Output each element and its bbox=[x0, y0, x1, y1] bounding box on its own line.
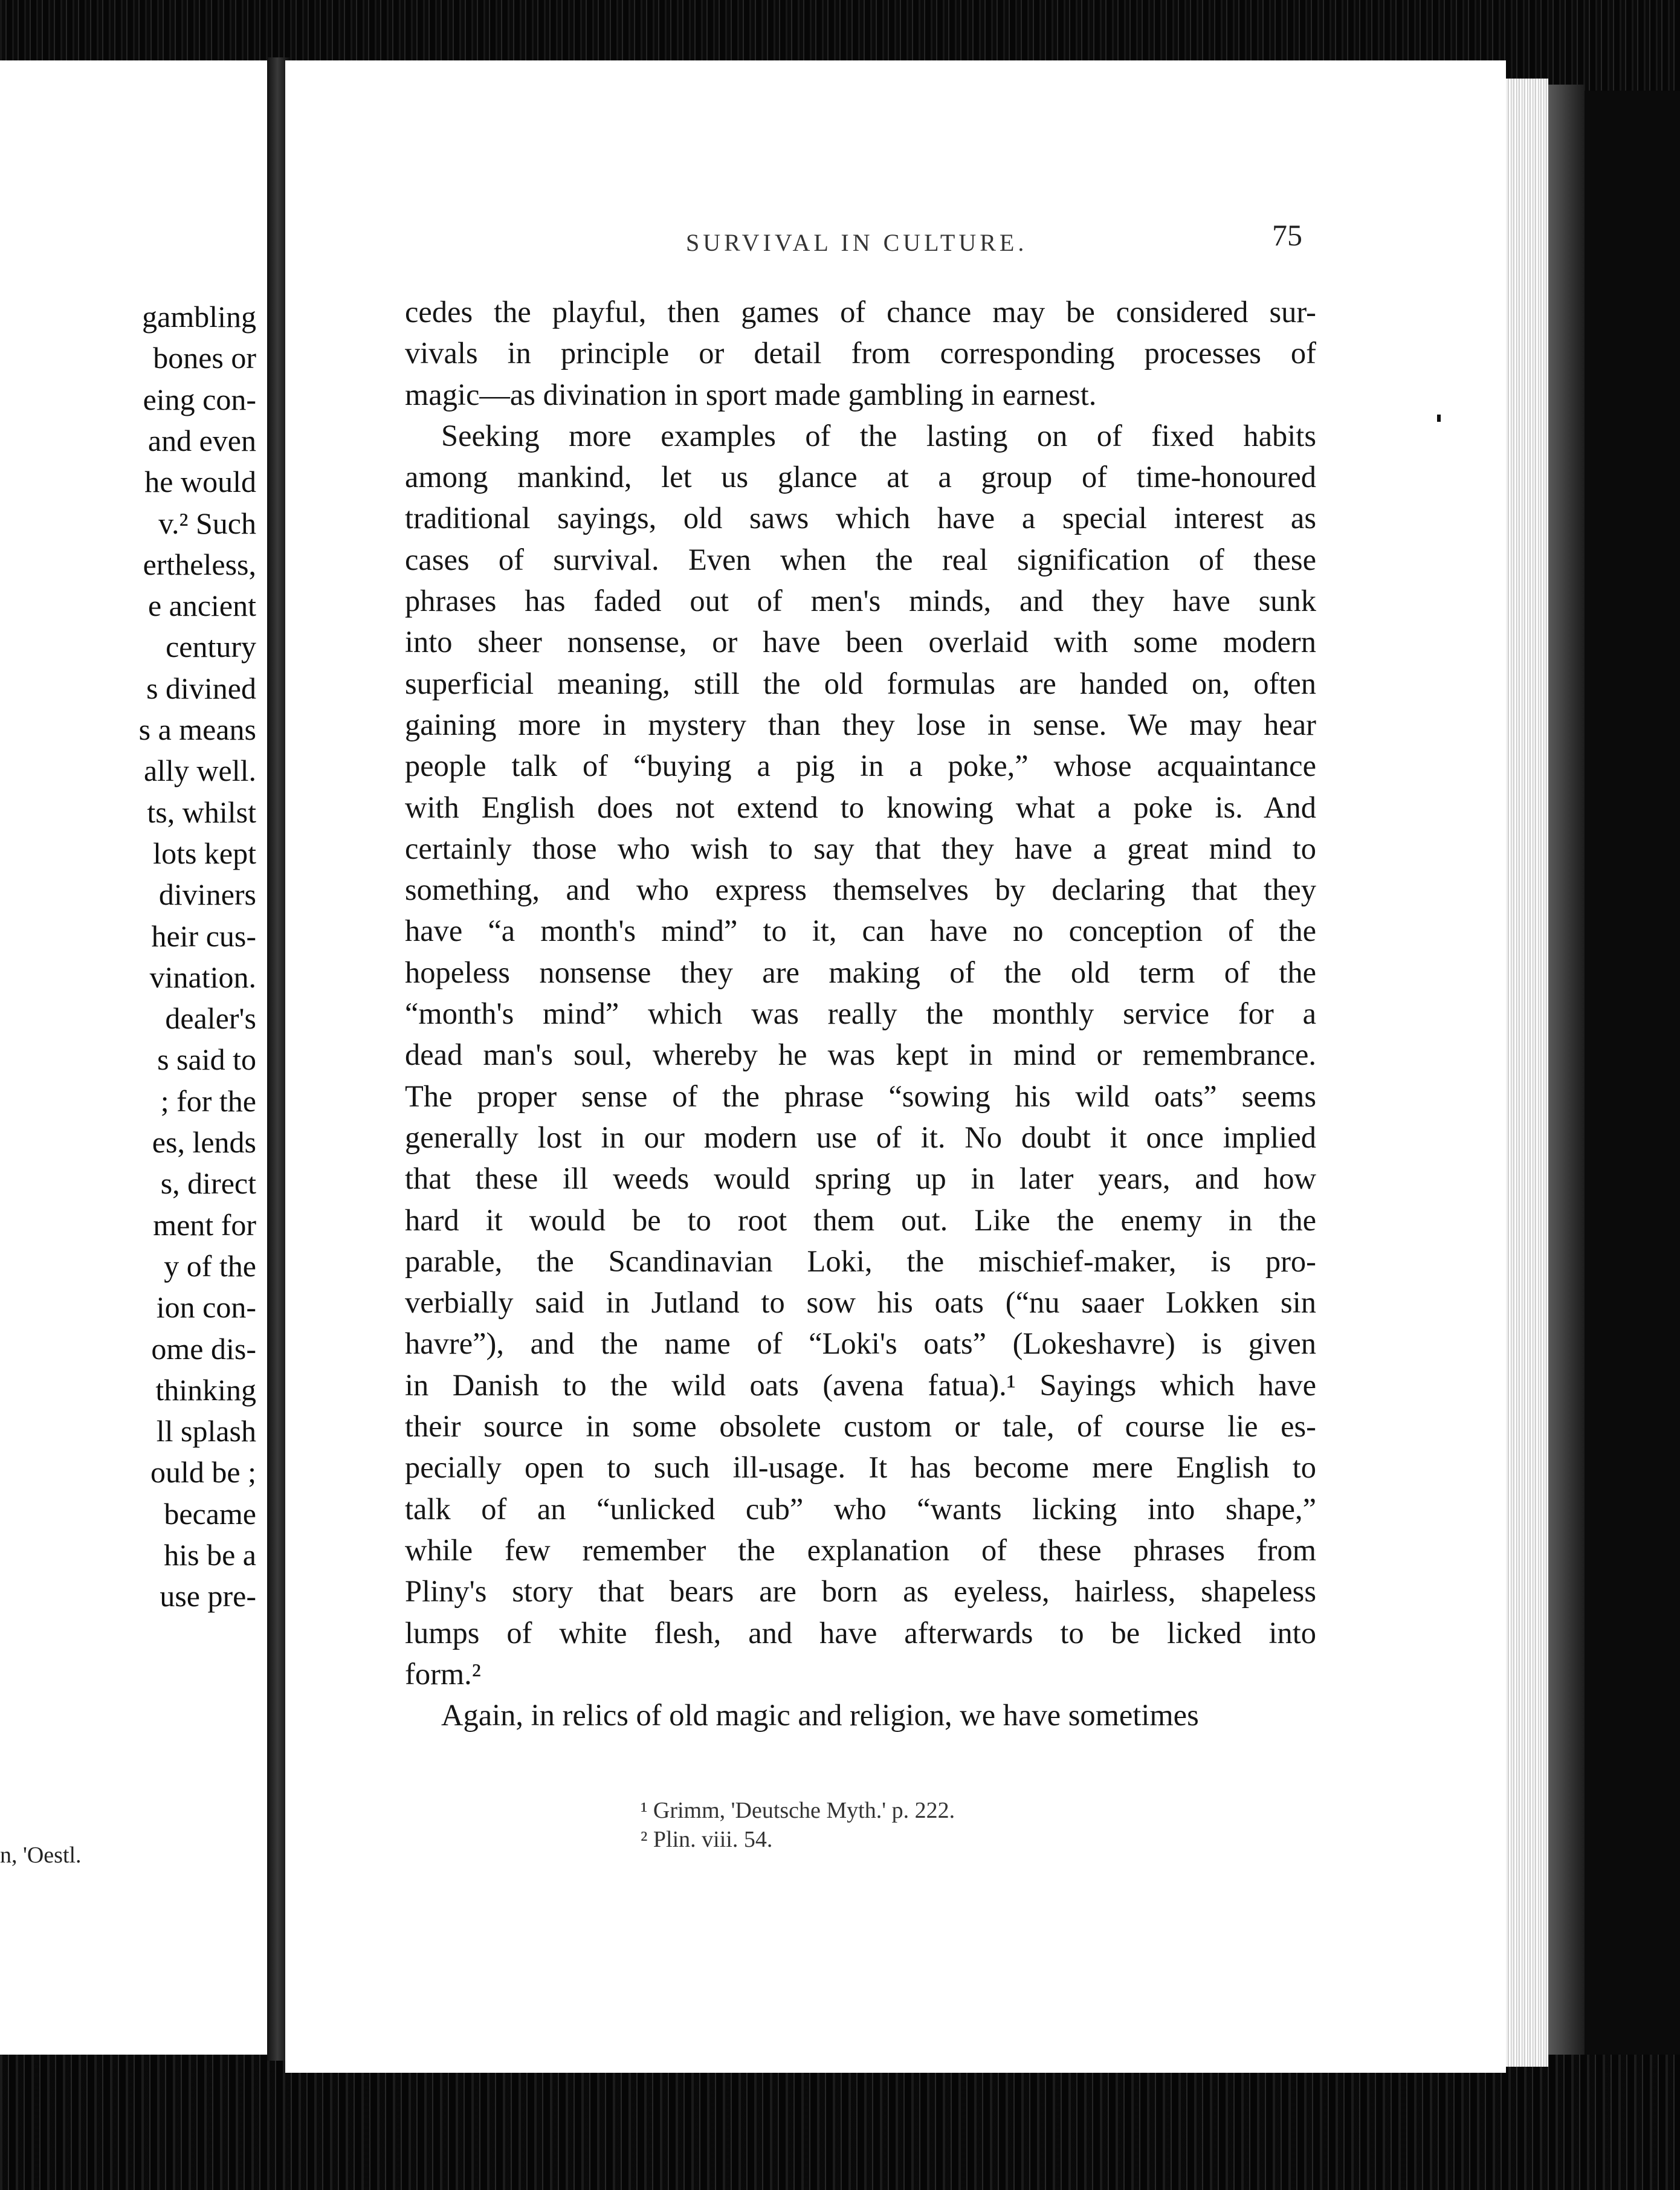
text-line: The proper sense of the phrase “sowing his wild oats” seems bbox=[405, 1079, 1316, 1113]
left-page bbox=[0, 60, 267, 2055]
text-line: cases of survival. Even when the real signification of these bbox=[405, 542, 1316, 577]
text-line: hard it would be to root them out. Like the enemy in the bbox=[405, 1203, 1316, 1237]
text-line: “month's mind” which was really the monthly service for a bbox=[405, 996, 1316, 1031]
text-line: vivals in principle or detail from corresponding processes of bbox=[405, 336, 1316, 370]
text-line: magic—as divination in sport made gambling in earnest. bbox=[405, 377, 1097, 412]
footnotes bbox=[641, 1796, 955, 1854]
left-page-line: ment for bbox=[153, 1207, 256, 1242]
left-page-line: ll splash bbox=[156, 1414, 256, 1449]
text-line: with English does not extend to knowing what a poke is. And bbox=[405, 790, 1316, 824]
text-line: form.² bbox=[405, 1656, 481, 1691]
left-page-line: y of the bbox=[164, 1248, 256, 1283]
text-line: superficial meaning, still the old formulas are handed on, often bbox=[405, 666, 1316, 700]
footnote-2: ² Plin. viii. 54. bbox=[641, 1827, 773, 1852]
left-page-line: s divined bbox=[146, 671, 256, 705]
page-number: 75 bbox=[1272, 218, 1302, 252]
text-line: gaining more in mystery than they lose in sense. We may hear bbox=[405, 707, 1316, 741]
left-page-line: he would bbox=[144, 465, 256, 499]
left-page-line: lots kept bbox=[153, 836, 256, 870]
left-page-line: vination. bbox=[149, 960, 256, 994]
left-page-line: gambling bbox=[142, 300, 256, 334]
text-line: havre”), and the name of “Loki's oats” (Lokeshavre) is given bbox=[405, 1326, 1316, 1361]
left-page-line: and even bbox=[147, 423, 256, 457]
left-page-line: s, direct bbox=[160, 1166, 256, 1201]
footnote-1: ¹ Grimm, 'Deutsche Myth.' p. 222. bbox=[641, 1798, 955, 1823]
text-line: into sheer nonsense, or have been overlaid with some modern bbox=[405, 625, 1316, 659]
text-line: traditional sayings, old saws which have a special interest as bbox=[405, 501, 1316, 535]
text-line: in Danish to the wild oats (avena fatua).¹ Sayings which have bbox=[405, 1368, 1316, 1402]
left-page-line: use pre- bbox=[160, 1579, 256, 1613]
left-page-line: diviners bbox=[158, 877, 256, 912]
left-page-line: his be a bbox=[164, 1538, 256, 1572]
text-line: have “a month's mind” to it, can have no conception of the bbox=[405, 914, 1316, 948]
text-line: among mankind, let us glance at a group of time-honoured bbox=[405, 460, 1316, 494]
text-line: cedes the playful, then games of chance may be considered sur- bbox=[405, 295, 1316, 329]
text-line: parable, the Scandinavian Loki, the mischief-maker, is pro- bbox=[405, 1244, 1316, 1278]
ink-speck bbox=[1437, 415, 1441, 422]
page-edge-shadow bbox=[1548, 85, 1585, 2055]
text-line: dead man's soul, whereby he was kept in mind or remembrance. bbox=[405, 1038, 1316, 1072]
left-page-line: e ancient bbox=[147, 589, 256, 623]
left-page-line: thinking bbox=[155, 1372, 256, 1407]
text-line: talk of an “unlicked cub” who “wants licking into shape,” bbox=[405, 1491, 1316, 1526]
text-line: Seeking more examples of the lasting on of fixed habits bbox=[441, 418, 1316, 453]
left-page-line: ion con- bbox=[156, 1290, 256, 1325]
left-page-line: bones or bbox=[153, 341, 256, 375]
text-line: hopeless nonsense they are making of the old term of the bbox=[405, 955, 1316, 989]
left-page-line: ts, whilst bbox=[147, 795, 256, 829]
text-line: certainly those who wish to say that they have a great mind to bbox=[405, 831, 1316, 865]
scan-background-bottom bbox=[0, 2055, 1680, 2190]
left-page-line: s said to bbox=[157, 1042, 256, 1077]
left-page-line: heir cus- bbox=[151, 919, 256, 953]
left-page-footnote: n, 'Oestl. bbox=[0, 1843, 82, 1868]
body-text bbox=[405, 291, 1316, 1736]
left-page-line: ; for the bbox=[160, 1084, 256, 1118]
left-page-line: eing con- bbox=[143, 382, 256, 416]
left-page-line: ally well. bbox=[143, 754, 256, 788]
text-line: pecially open to such ill-usage. It has become mere English to bbox=[405, 1450, 1316, 1485]
text-line: Pliny's story that bears are born as eyeless, hairless, shapeless bbox=[405, 1574, 1316, 1609]
text-line: lumps of white flesh, and have afterwards to be licked into bbox=[405, 1615, 1316, 1650]
left-page-line: ertheless, bbox=[143, 547, 256, 581]
text-line: Again, in relics of old magic and religion, we have sometimes bbox=[441, 1698, 1199, 1733]
running-head: SURVIVAL IN CULTURE. bbox=[686, 229, 1028, 256]
page-edges bbox=[1506, 79, 1548, 2067]
left-page-line: v.² Such bbox=[158, 506, 256, 540]
left-page-line: s a means bbox=[138, 712, 256, 746]
text-line: that these ill weeds would spring up in later years, and how bbox=[405, 1161, 1316, 1196]
left-page-line: became bbox=[164, 1496, 256, 1531]
text-line: while few remember the explanation of these phrases from bbox=[405, 1533, 1316, 1567]
left-page-line: ome dis- bbox=[151, 1331, 256, 1366]
left-page-line: dealer's bbox=[165, 1001, 256, 1036]
left-page-line: es, lends bbox=[152, 1125, 256, 1159]
text-line: generally lost in our modern use of it. No doubt it once implied bbox=[405, 1120, 1316, 1154]
text-line: people talk of “buying a pig in a poke,” whose acquaintance bbox=[405, 749, 1316, 783]
text-line: phrases has faded out of men's minds, and they have sunk bbox=[405, 584, 1316, 618]
left-page-line: century bbox=[166, 630, 256, 664]
left-page-line: ould be ; bbox=[150, 1455, 256, 1490]
text-line: something, and who express themselves by declaring that they bbox=[405, 873, 1316, 907]
text-line: their source in some obsolete custom or tale, of course lie es- bbox=[405, 1409, 1316, 1444]
text-line: verbially said in Jutland to sow his oats (“nu saaer Lokken sin bbox=[405, 1285, 1316, 1320]
